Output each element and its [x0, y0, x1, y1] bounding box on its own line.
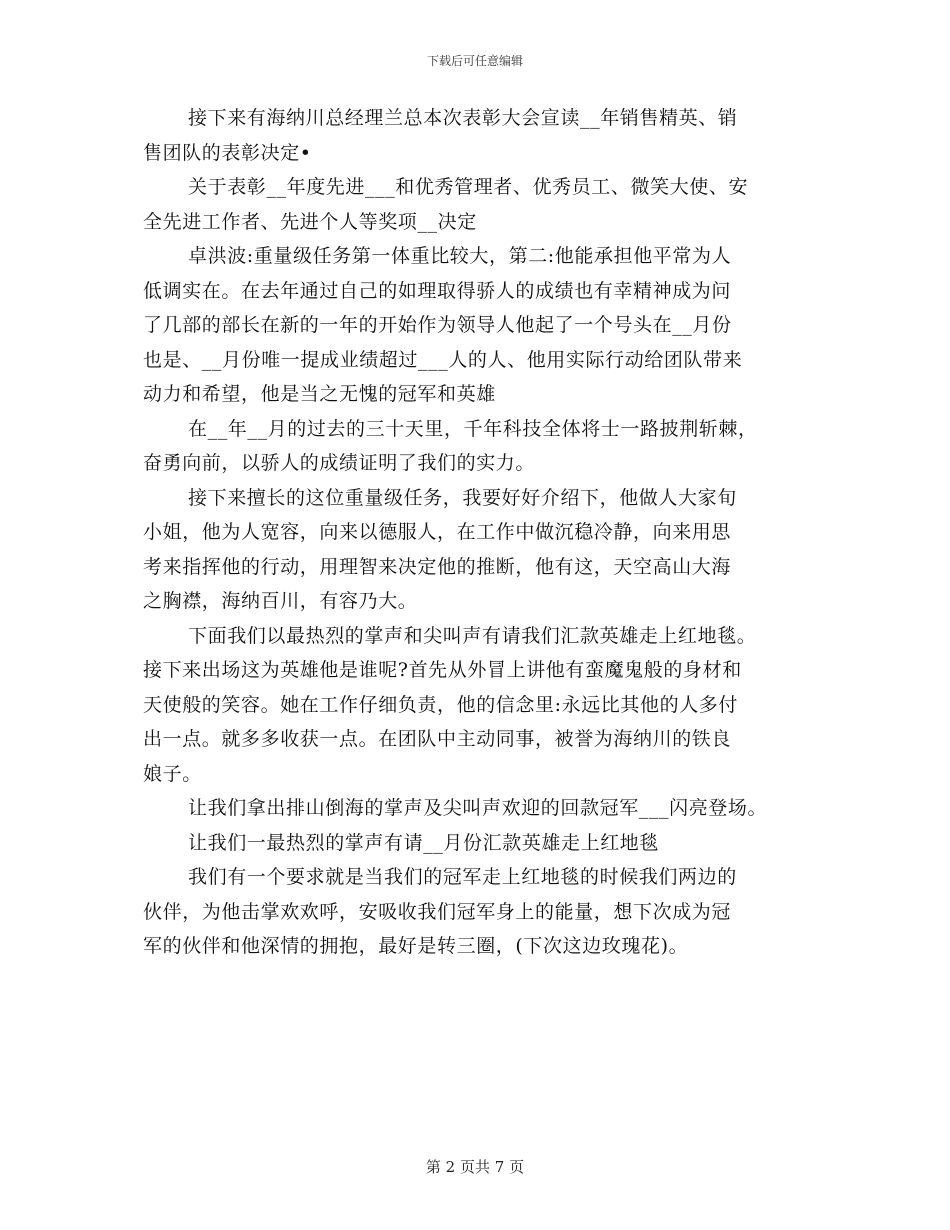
document-body	[143, 108, 823, 971]
text-line: 出一点。就多多收获一点。在团队中主动同事，被誉为海纳川的铁良	[143, 728, 732, 750]
text-line: 接下来出场这为英雄他是谁呢?首先从外冒上讲他有蛮魔鬼般的身材和	[143, 659, 742, 681]
page-header: 下载后可任意编辑	[426, 54, 523, 68]
text-line: 了几部的部长在新的一年的开始作为领导人他起了一个号头在__月份	[143, 314, 732, 336]
text-line: 奋勇向前，以骄人的成绩证明了我们的实力。	[143, 452, 536, 474]
text-line: 让我们拿出排山倒海的掌声及尖叫声欢迎的回款冠军___闪亮登场。	[188, 797, 768, 819]
text-line: 全先进工作者、先进个人等奖项__决定	[143, 210, 477, 233]
text-line: 天使般的笑容。她在工作仔细负责，他的信念里:永远比其他的人多付	[143, 693, 739, 716]
text-line: 也是、__月份唯一提成业绩超过___人的人、他用实际行动给团队带来	[143, 348, 743, 371]
text-line: 售团队的表彰决定•	[143, 141, 312, 164]
text-line: 小姐，他为人宽容，向来以德服人，在工作中做沉稳冷静，向来用思	[143, 521, 732, 543]
text-line: 卓洪波:重量级任务第一体重比较大，第二:他能承担他平常为人	[188, 245, 732, 267]
text-line: 伙伴，为他击掌欢欢呼，安吸收我们冠军身上的能量，想下次成为冠	[143, 900, 732, 923]
text-line: 娘子。	[143, 762, 202, 785]
text-line: 关于表彰__年度先进___和优秀管理者、优秀员工、微笑大使、安	[188, 176, 749, 198]
text-line: 军的伙伴和他深情的拥抱，最好是转三圈，(下次这边玫瑰花)。	[143, 935, 689, 957]
text-line: 之胸襟，海纳百川，有容乃大。	[143, 590, 418, 612]
text-line: 低调实在。在去年通过自己的如理取得骄人的成绩也有幸精神成为问	[143, 279, 732, 302]
text-line: 我们有一个要求就是当我们的冠军走上红地毯的时候我们两边的	[188, 866, 737, 888]
page-footer: 第 2 页共 7 页	[425, 1158, 525, 1176]
text-line: 考来指挥他的行动，用理智来决定他的推断，他有这，天空高山大海	[143, 555, 732, 578]
text-line: 让我们一最热烈的掌声有请__月份汇款英雄走上红地毯	[188, 831, 660, 854]
text-line: 在__年__月的过去的三十天里，千年科技全体将士一路披荆斩棘，	[188, 417, 758, 440]
text-line: 接下来有海纳川总经理兰总本次表彰大会宣读__年销售精英、销	[188, 107, 738, 129]
text-line: 下面我们以最热烈的掌声和尖叫声有请我们汇款英雄走上红地毯。	[188, 624, 757, 647]
text-line: 动力和希望，他是当之无愧的冠军和英雄	[143, 383, 496, 405]
text-line: 接下来擅长的这位重量级任务，我要好好介绍下，他做人大家旬	[188, 486, 737, 509]
